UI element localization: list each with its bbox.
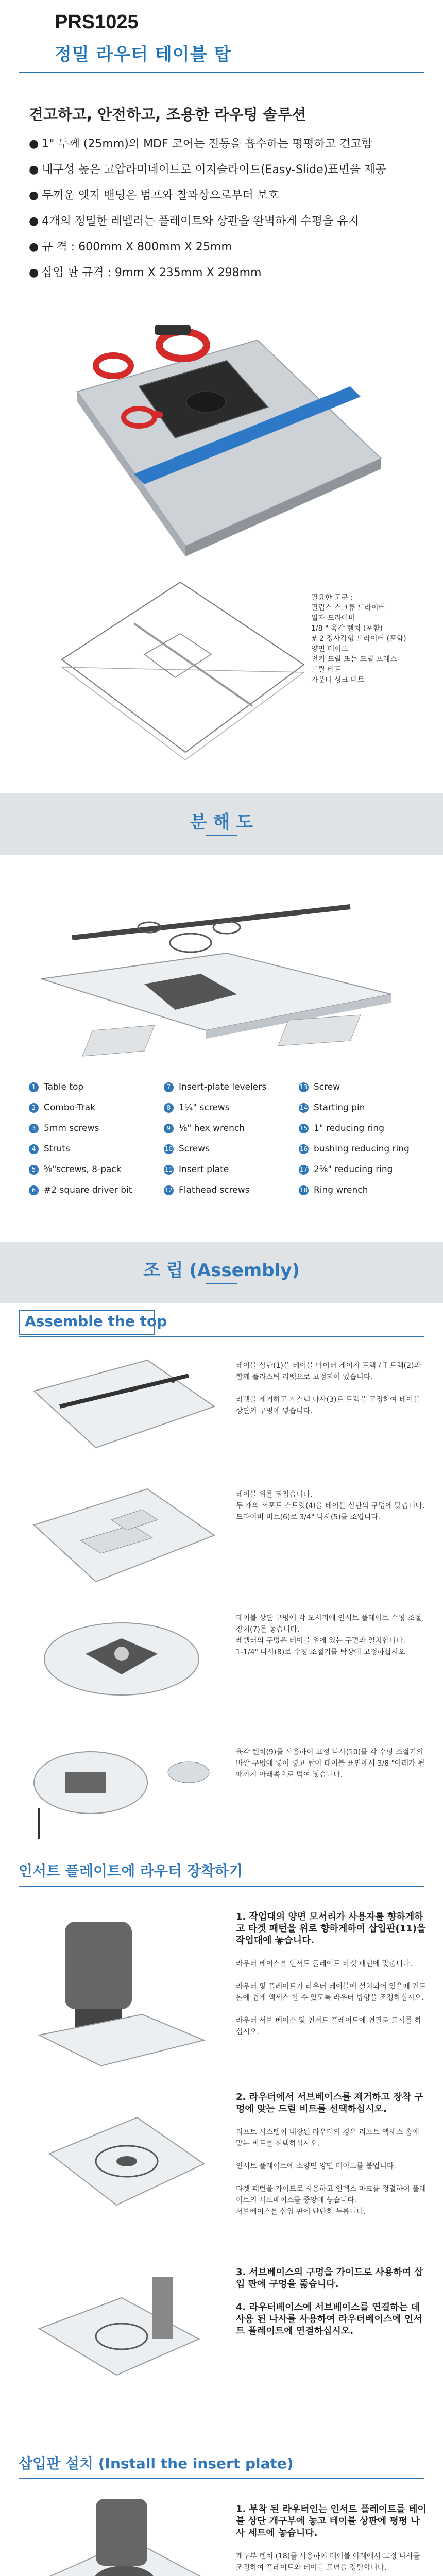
bullet-icon: ● (29, 138, 39, 150)
legend-item: 8 1¼" screws (164, 1103, 230, 1113)
step-text: 1. 작업대의 양면 모서리가 사용자를 향하게하고 타겟 패턴을 위로 향하게하여 삽입판(11)을 작업대에 놓습니다. 라우터 베이스를 인서트 플레이트 타겟 패턴에 맞춥니다. 라우터 및 플레이트가 라우터 테이블에 설치되어 있을때 컨트롤에 쉽게 엑세스 할 수 있도록 라우터 방향을 조정하십시오. 라우터 서브 베이스 및 인서트 플레이트에 연필로 표시를 하십시오. (236, 1911, 427, 2036)
legend-item: 3 5mm screws (29, 1123, 99, 1133)
step-text: 2. 라우터에서 서브베이스를 제거하고 장착 구멍에 맞는 드릴 비트를 선택하십시오. 리프트 시스템이 내장된 라우터의 경우 리프트 액세스 홀에 맞는 비트를 선택하십시오. 인서트 플레이트에 소양면 양면 테이프를 붙입니다. 타겟 패턴을 가이드로 사용하고 인덱스 마크를 정렬하여 플레이트의 서브베이스를 중앙에 놓습니다. 서브베이스를 삽입 판에 단단히 누릅니다. (236, 2092, 427, 2216)
tool-item: 일자 드라이버 (311, 614, 355, 622)
feature-item: ● 삽입 판 규격 : 9mm X 235mm X 298mm (29, 266, 262, 279)
step-text: 테이블 상단(1)을 테이블 마이터 게이지 트랙 / T 트랙(2)과 함께 플라스틱 리벳으로 고정되어 있습니다. 리벳을 제거하고 시스템 나사(3)로 트랙을 고정하여 테이블 상단의 구멍에 넣습니다. (236, 1362, 421, 1415)
section-divider (19, 1336, 424, 1337)
bullet-icon: ● (29, 163, 39, 176)
step-image-subbase (19, 2092, 225, 2257)
legend-item: 16 bushing reducing ring (299, 1144, 410, 1154)
band-underline (206, 835, 237, 836)
product-model: PRS1025 (55, 11, 139, 33)
feature-item: ● 두꺼운 엣지 밴딩은 범프와 찰과상으로부터 보호 (29, 189, 279, 202)
bullet-icon: ● (29, 241, 39, 253)
step-text: 1. 부착 된 라우터인는 인서트 플레이트를 테이블 상단 개구부에 놓고 테이블 상판에 평평 나사 세트에 놓습니다. 개구부 렌치 (18)를 사용하여 테이블 아래에서 고정 나사를 조정하여 플레이트와 테이블 표면을 정렬합니다. (236, 2504, 427, 2572)
bullet-icon: ● (29, 189, 39, 202)
legend-item: 2 Combo-Trak (29, 1103, 95, 1113)
tools-list (311, 592, 430, 685)
tool-item: 드릴 비트 (311, 666, 342, 674)
feature-item: ● 내구성 높은 고압라미네이트로 이지슬라이드(Easy-Slide)표면을 제공 (29, 163, 386, 176)
feature-item: ● 1" 두께 (25mm)의 MDF 코어는 진동을 흡수하는 평평하고 견고함 (29, 138, 372, 150)
legend-item: 17 2⅝" reducing ring (299, 1164, 393, 1175)
assemble-top-heading: Assemble the top (25, 1313, 167, 1330)
section-divider (19, 1886, 424, 1887)
step-image-insert (19, 2494, 225, 2576)
tool-item: 카운터 싱크 비트 (311, 676, 365, 684)
legend-item: 6 #2 square driver bit (29, 1185, 132, 1195)
step-image-router (19, 1901, 225, 2071)
legend-item: 10 Screws (164, 1144, 210, 1154)
step-text: 육각 렌치(9)를 사용하여 고정 나사(10)를 각 수평 조절기의 바깥 구멍에 넣어 넣고 탑이 테이블 표면에서 3/8 "아래가 될 때까지 아래쪽으로 먹여 넣습니다. (236, 1748, 425, 1779)
legend-item: 12 Flathead screws (164, 1185, 250, 1195)
legend-item: 18 Ring wrench (299, 1185, 368, 1195)
section-divider (19, 2478, 424, 2479)
legend-item: 4 Struts (29, 1144, 70, 1154)
legend-item: 1 Table top (29, 1082, 83, 1092)
legend-item: 7 Insert-plate levelers (164, 1082, 266, 1092)
step-text: 3. 서브베이스의 구멍을 가이드로 사용하여 삽입 판에 구멍을 뚫습니다. 4. 라우터베이스에 서브베이스를 연결하는 데 사용 된 나사를 사용하여 라우터베이스에 인서트 플레이트에 연결하십시오. (236, 2267, 423, 2336)
step-image-levelers (19, 1602, 225, 1721)
product-hero-image (21, 289, 422, 577)
step-image-track (19, 1350, 225, 1468)
tool-item: 전기 드릴 또는 드릴 프레스 (311, 655, 397, 664)
step-text: 테이블 상단 구멍에 각 모서리에 인서트 플레이트 수평 조절 장치(7)를 놓습니다. 레벨러의 구멍은 테이블 위에 있는 구멍과 일치합니다. 1-1/4" 나사(8)로 수평 조절기를 탁상에 고정하십시오. (236, 1614, 422, 1656)
legend-item: 9 ⅛" hex wrench (164, 1123, 245, 1133)
feature-item: ● 규 격 : 600mm X 800mm X 25mm (29, 241, 232, 253)
legend-item: 15 1" reducing ring (299, 1123, 384, 1133)
plan-view-drawing (46, 567, 314, 773)
insert-plate-heading: 삽입판 설치 (Install the insert plate) (19, 2455, 294, 2472)
step-image-setscrews (19, 1726, 225, 1839)
exploded-section-title: 분 해 도 (190, 812, 253, 833)
step-image-drill (19, 2267, 225, 2411)
assembly-section-title: 조 립 (Assembly) (143, 1260, 300, 1281)
intro-headline: 견고하고, 안전하고, 조용한 라우팅 솔루션 (29, 106, 306, 123)
tool-item: # 2 정사각형 드라이버 (포함) (311, 635, 406, 643)
step-text: 테이블 위를 뒤집습니다. 두 개의 서포트 스트럿(4)을 테이블 상단의 구멍에 맞춥니다. 드라이버 비트(6)로 3/4" 나사(5)를 조입니다. (236, 1490, 425, 1521)
step-image-struts (19, 1479, 225, 1597)
router-mount-heading: 인서트 플레이트에 라우터 장착하기 (19, 1862, 243, 1879)
exploded-diagram (21, 876, 422, 1072)
feature-item: ● 4개의 정밀한 레벨러는 플레이트와 상판을 완벽하게 수평을 유지 (29, 215, 359, 228)
legend-item: 13 Screw (299, 1082, 340, 1092)
product-title: 정밀 라우터 테이블 탑 (55, 44, 232, 65)
legend-item: 5 ⅝"screws, 8-pack (29, 1164, 122, 1175)
tool-item: 1/8 " 육각 렌치 (포함) (311, 624, 383, 633)
bullet-icon: ● (29, 266, 39, 279)
bullet-icon: ● (29, 215, 39, 228)
tool-item: 필립스 스크류 드라이버 (311, 604, 386, 612)
header-divider (19, 72, 424, 73)
legend-item: 14 Starting pin (299, 1103, 365, 1113)
tool-item: 양면 테이프 (311, 645, 349, 653)
tools-title: 필요한 도구 : (311, 594, 353, 602)
legend-item: 11 Insert plate (164, 1164, 229, 1175)
band-underline (206, 1283, 237, 1284)
